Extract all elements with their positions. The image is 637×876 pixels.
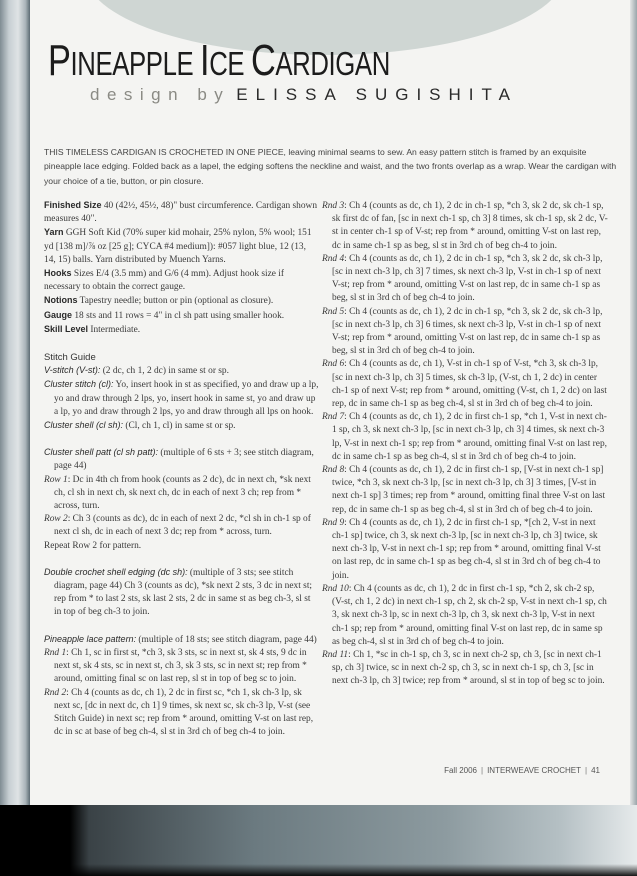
title-word: ICE — [200, 36, 251, 85]
designer-name: ELISSA SUGISHITA — [236, 85, 518, 104]
footer-separator: | — [481, 766, 484, 775]
spec-gauge: Gauge 18 sts and 11 rows = 4" in cl sh patt using smaller hook. — [44, 309, 285, 321]
page-title — [48, 36, 390, 86]
spec-hooks: Hooks Sizes E/4 (3.5 mm) and G/6 (4 mm). Adjust hook size if necessary to obtain the correct gauge. — [44, 268, 284, 293]
spec-notions: Notions Tapestry needle; button or pin (optional as closure). — [44, 295, 274, 307]
right-column — [322, 200, 608, 689]
pattern-def: Double crochet shell edging (dc sh): (multiple of 3 sts; see stitch diagram, page 44) Ch 3 (counts as dc), *sk next 2 sts, 3 dc in next st; rep from * to last 2 sts, sk last 2 sts, 2 dc in same st as beg ch-3, sl st in top of beg ch-3 to join. — [44, 566, 313, 618]
footer-magazine: INTERWEAVE CROCHET — [487, 766, 582, 775]
intro-lead: THIS TIMELESS CARDIGAN IS CROCHETED IN ONE PIECE, — [44, 146, 286, 157]
title-word: PINEAPPLE — [48, 36, 201, 85]
magazine-page — [30, 0, 632, 805]
pattern-round: Rnd 2: Ch 4 (counts as dc, ch 1), 2 dc in first sc, *ch 1, sk ch-3 lp, sk next sc, [dc in next dc, ch 1] 9 times, sk next sc, sk ch-3 lp, V-st (see Stitch Guide) in next sc; rep from * around, omitting V-st on last rep, dc in sc at base of beg ch-4, sl st in 3rd ch of beg ch-4 to join. — [44, 687, 314, 738]
pattern-round: Rnd 10: Ch 4 (counts as dc, ch 1), 2 dc in first ch-1 sp, *ch 2, sk ch-2 sp, (V-st, ch 1, 2 dc) in next ch-1 sp, ch 2, sk ch-2 sp, V-st in next ch-1 sp, ch 3, sk next ch-3 lp, sc in next ch-3 lp, ch 3, sk next ch-3 lp, V-st in next ch-1 sp; rep from * around, omitting final V-st on last rep, dc in same sp as beg ch-4, sl st in 3rd ch of beg ch-4 to join. — [322, 583, 607, 647]
spec-skill-level: Skill Level Intermediate. — [44, 323, 141, 335]
pattern-round: Rnd 11: Ch 1, *sc in ch-1 sp, ch 3, sc in next ch-2 sp, ch 3, [sc in next ch-1 sp, ch 3] twice, sc in next ch-2 sp, ch 3, sc in next ch-1 sp, ch 3, [sc in next ch-3 lp, ch 3] twice; rep from * around, sl st in top of beg sc to join. — [322, 649, 605, 687]
spec-finished-size: Finished Size 40 (42½, 45½, 48)" bust circumference. Cardigan shown measures 40". — [44, 200, 318, 225]
stitch-guide-heading: Stitch Guide — [44, 352, 96, 364]
footer-separator: | — [585, 766, 588, 775]
pattern-def: Cluster shell patt (cl sh patt): (multiple of 6 sts + 3; see stitch diagram, page 44) — [44, 447, 314, 472]
cluster-shell-pattern — [44, 446, 319, 553]
specs-list — [44, 199, 319, 337]
repeat-note: Repeat Row 2 for pattern. — [44, 540, 142, 551]
pattern-round: Rnd 3: Ch 4 (counts as dc, ch 1), 2 dc in ch-1 sp, *ch 3, sk 2 dc, sk ch-1 sp, sk first dc of fan, [sc in next ch-1 sp, ch 3] 8 times, sk ch-1 sp, sk 2 dc, V-st in center ch-1 sp of V-st; rep from * around, omitting V-st on last rep, dc in same ch-1 sp as beg, sl st in 3rd ch of beg ch-4 to join. — [322, 201, 608, 251]
pattern-round: Rnd 1: Ch 1, sc in first st, *ch 3, sk 3 sts, sc in next st, sk 4 sts, 9 dc in next st, sk 4 sts, sc in next st, ch 3, sk 3 sts, sc in next st; rep from * around, omitting final sc on last rep, sl st in top of beg sc to join. — [44, 647, 307, 685]
pattern-round: Rnd 4: Ch 4 (counts as dc, ch 1), 2 dc in ch-1 sp, *ch 3, sk 2 dc, sk ch-3 lp, [sc in next ch-3 lp, ch 3] 7 times, sk next ch-3 lp, V-st in ch-1 sp of next V-st; rep from * around, omitting V-st on last rep, dc in same ch-1 sp as beg, sl st in 3rd ch of beg ch-4 to join. — [322, 253, 603, 304]
pattern-round: Rnd 6: Ch 4 (counts as dc, ch 1), V-st in ch-1 sp of V-st, *ch 3, sk ch-3 lp, [sc in next ch-3 lp, ch 3] 5 times, sk ch-3 lp, (V-st, ch 1, 2 dc) in center ch-1 sp of next V-st; rep from * around, omitting (V-st, ch 1, 2 dc) on last rep, dc in same ch-1 sp as beg ch-4, sl st in 3rd ch of beg ch-4 to join. — [322, 359, 607, 410]
page-number: 41 — [591, 766, 600, 775]
intro-text: leaving minimal seams to sew. An easy pattern stitch is framed by an exquisite pineapple lace edging. Folded back as a lapel, the edging softens the neckline and waist, and the two fronts overlap as a wrap. Wear the cardigan with your choice of a tie, button, or pin closure. — [44, 146, 617, 186]
spec-yarn: Yarn GGH Soft Kid (70% super kid mohair, 25% nylon, 5% wool; 151 yd [138 m]/⅞ oz [25 g]; CYCA #4 medium]): #057 light blue, 12 (13, 14, 15) balls. Yarn distributed by Muench Yarns. — [44, 227, 312, 265]
pattern-round: Rnd 7: Ch 4 (counts as dc, ch 1), 2 dc in first ch-1 sp, *ch 1, V-st in next ch-1 sp, ch 3, sk next ch-3 lp, [sc in next ch-3 lp, ch 3] 4 times, sk next ch-3 lp, V-st in next ch-1 sp; rep from * around, omitting final V-st on last rep, dc in same ch-1 sp as beg ch-4, sl st in 3rd ch of beg ch-4 to join. — [322, 412, 607, 462]
stitch-def-cluster: Cluster stitch (cl): Yo, insert hook in st as specified, yo and draw up a lp, yo and draw through 2 lps, yo, insert hook in same st, yo and draw up a lp, yo and draw through 2 lps, yo and draw through all lps on hook. — [44, 379, 319, 417]
pattern-def: Pineapple lace pattern: (multiple of 18 sts; see stitch diagram, page 44) — [44, 633, 317, 645]
intro-paragraph — [44, 145, 622, 189]
footer-issue: Fall 2006 — [444, 766, 477, 775]
pattern-round: Rnd 9: Ch 4 (counts as dc, ch 1), 2 dc in first ch-1 sp, *[ch 2, V-st in next ch-1 sp] twice, ch 3, sk next ch-3 lp, [sc in next ch-3 lp, ch 3] twice, sk next ch-3 lp, V-st in next ch-1 sp; rep from * around, omitting final V-st on last rep, dc in same ch-1 sp as beg ch-4, sl st in 3rd ch of beg ch-4 to join. — [322, 517, 601, 581]
pattern-round: Rnd 8: Ch 4 (counts as dc, ch 1), 2 dc in first ch-1 sp, [V-st in next ch-1 sp] twice, *ch 3, sk next ch-3 lp, [sc in next ch-3 lp, ch 3] 3 times, [V-st in next ch-1 sp] 3 times; rep from * around, omitting final three V-st on last rep, dc in same ch-1 sp as beg ch-4, sl st in 3rd ch of beg ch-4 to join. — [322, 465, 606, 515]
page-edge — [630, 0, 637, 805]
book-spine — [0, 0, 30, 805]
scan-shadow — [0, 805, 637, 876]
page-footer — [30, 766, 600, 775]
byline — [90, 85, 518, 105]
byline-prefix: design by — [90, 85, 231, 104]
title-word: CARDIGAN — [250, 36, 390, 85]
stitch-def-cluster-shell: Cluster shell (cl sh): (Cl, ch 1, cl) in same st or sp. — [44, 420, 236, 432]
pattern-round: Rnd 5: Ch 4 (counts as dc, ch 1), 2 dc in ch-1 sp, *ch 3, sk 2 dc, sk ch-3 lp, [sc in next ch-3 lp, ch 3] 6 times, sk next ch-3 lp, V-st in ch-1 sp of next V-st; rep from * around, omitting V-st on last rep, dc in same ch-1 sp as beg, sl st in 3rd ch of beg ch-4 to join. — [322, 306, 603, 357]
pattern-row: Row 1: Dc in 4th ch from hook (counts as 2 dc), dc in next ch, *sk next ch, cl sh in next ch, sk next ch, dc in each of next 3 ch; rep from * across, turn. — [44, 474, 311, 512]
pineapple-lace-pattern — [44, 633, 319, 740]
left-column — [44, 199, 319, 739]
pattern-row: Row 2: Ch 3 (counts as dc), dc in each of next 2 dc, *cl sh in ch-1 sp of next cl sh, dc in each of next 3 dc; rep from * across, turn. — [44, 514, 311, 538]
stitch-def-v-stitch: V-stitch (V-st): (2 dc, ch 1, 2 dc) in same st or sp. — [44, 365, 229, 377]
dc-shell-edging — [44, 566, 319, 620]
